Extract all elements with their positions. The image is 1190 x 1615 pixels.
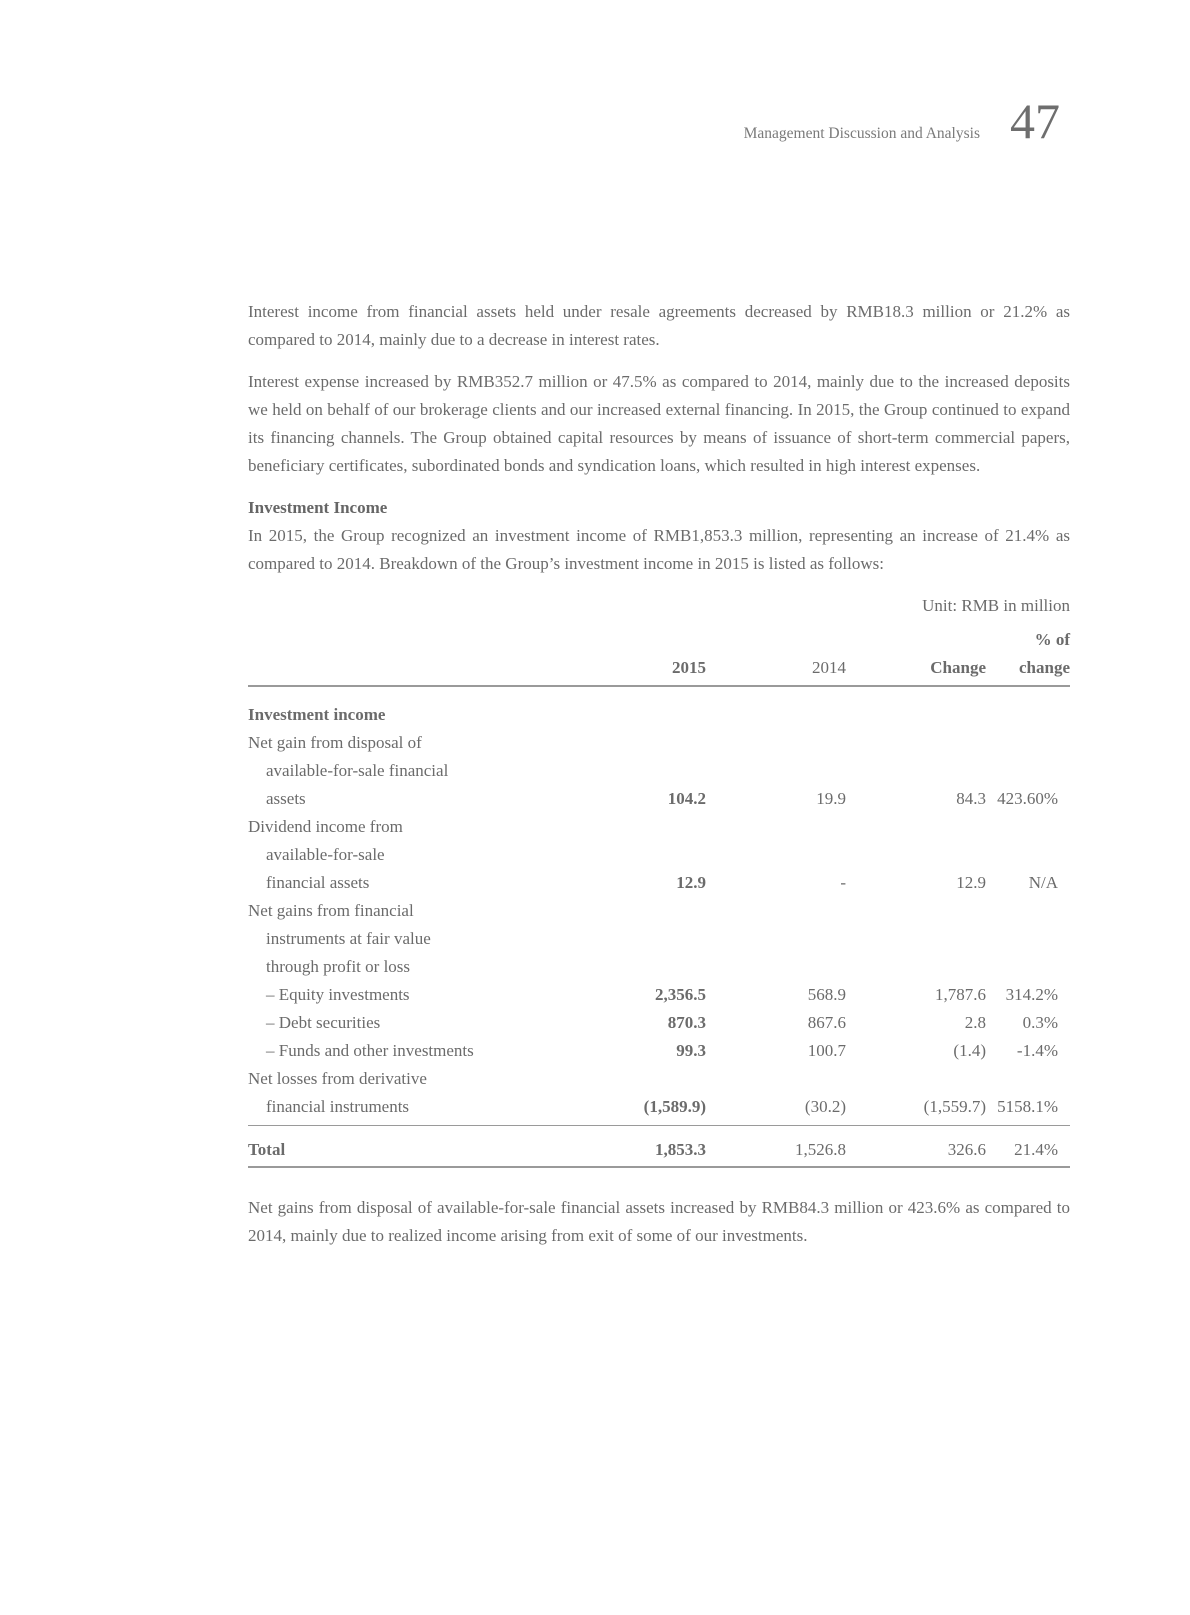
paragraph-interest-expense: Interest expense increased by RMB352.7 million or 47.5% as compared to 2014, mainly due to the increased deposits we held on behalf of our brokerage clients and our increased external financing. In 2015, the Group continued to expand its financing channels. The Group obtained capital resources by means of issuance of short-term commercial papers, beneficiary certificates, subordinated bonds and syndication loans, which resulted in high interest expenses. [248, 372, 1070, 475]
cell-pct: 423.60% [997, 789, 1058, 808]
cell-pct: 5158.1% [997, 1097, 1058, 1116]
table-header-row [248, 626, 1070, 686]
table-row [248, 953, 1070, 981]
cell-2014: 19.9 [816, 789, 846, 808]
cell-2014: 867.6 [807, 1013, 846, 1032]
paragraph-net-gains-disposal: Net gains from disposal of available-for-sale financial assets increased by RMB84.3 million or 423.6% as compared to 2014, mainly due to realized income arising from exit of some of our investments. [248, 1198, 1070, 1245]
unit-label: Unit: RMB in million [922, 596, 1070, 615]
cell-2015: 2,356.5 [655, 985, 706, 1004]
table-row [248, 1065, 1070, 1093]
cell-2014: 568.9 [807, 985, 846, 1004]
row-label: assets [266, 789, 306, 808]
row-label: Dividend income from [248, 817, 403, 836]
cell-change: 84.3 [956, 789, 986, 808]
total-change: 326.6 [846, 1126, 986, 1168]
header-change: Change [846, 626, 986, 686]
total-2015: 1,853.3 [573, 1126, 706, 1168]
table-row [248, 981, 1070, 1009]
group-label: Investment income [248, 705, 386, 724]
paragraph-investment-income: In 2015, the Group recognized an investment income of RMB1,853.3 million, representing an increase of 21.4% as compared to 2014. Breakdown of the Group’s investment income in 2015 is listed as follows: [248, 526, 1070, 573]
cell-2015: 104.2 [667, 789, 706, 808]
row-label: Net gains from financial [248, 901, 414, 920]
cell-2015: (1,589.9) [643, 1097, 706, 1116]
row-label: Net gain from disposal of [248, 733, 422, 752]
table-row [248, 841, 1070, 869]
paragraph-interest-income: Interest income from financial assets held under resale agreements decreased by RMB18.3 million or 21.2% as compared to 2014, mainly due to a decrease in interest rates. [248, 302, 1070, 349]
table-row [248, 925, 1070, 953]
cell-change: 2.8 [964, 1013, 986, 1032]
cell-change: (1,559.7) [923, 1097, 986, 1116]
table-row [248, 686, 1070, 729]
row-label: through profit or loss [266, 957, 411, 976]
header-pct-change: % of change [986, 626, 1070, 686]
row-label: instruments at fair value [266, 929, 431, 948]
header-title: Management Discussion and Analysis [743, 125, 980, 142]
table-row [248, 757, 1070, 785]
table-row [248, 897, 1070, 925]
table-row [248, 1093, 1070, 1126]
row-label: – Funds and other investments [266, 1041, 474, 1060]
total-pct: 21.4% [986, 1126, 1070, 1168]
table-row [248, 729, 1070, 757]
page-number: 47 [1010, 93, 1060, 149]
cell-2015: 99.3 [676, 1041, 706, 1060]
cell-2014: 100.7 [807, 1041, 846, 1060]
row-label: available-for-sale financial [266, 761, 449, 780]
table-row [248, 785, 1070, 813]
row-label: – Equity investments [266, 985, 410, 1004]
row-label: – Debt securities [266, 1013, 381, 1032]
header-2015: 2015 [573, 626, 706, 686]
table-row [248, 813, 1070, 841]
main-content [248, 298, 1070, 1264]
cell-change: 1,787.6 [935, 985, 986, 1004]
total-row [248, 1126, 1070, 1168]
cell-pct: 314.2% [1005, 985, 1058, 1004]
page-header [743, 93, 1060, 149]
cell-pct: N/A [1028, 873, 1058, 892]
cell-2014: (30.2) [804, 1097, 846, 1116]
cell-2015: 12.9 [676, 873, 706, 892]
row-label: Net losses from derivative [248, 1069, 427, 1088]
table-row [248, 1009, 1070, 1037]
cell-pct: -1.4% [1016, 1041, 1058, 1060]
row-label: available-for-sale [266, 845, 385, 864]
section-title-investment-income: Investment Income [248, 498, 388, 517]
row-label: financial instruments [266, 1097, 410, 1116]
cell-pct: 0.3% [1022, 1013, 1058, 1032]
total-label: Total [248, 1126, 573, 1168]
cell-2014: - [840, 873, 846, 892]
header-2014: 2014 [706, 626, 846, 686]
cell-change: 12.9 [956, 873, 986, 892]
cell-2015: 870.3 [667, 1013, 706, 1032]
cell-change: (1.4) [953, 1041, 986, 1060]
row-label: financial assets [266, 873, 370, 892]
header-blank [248, 626, 573, 686]
table-row [248, 1037, 1070, 1065]
table-row [248, 869, 1070, 897]
investment-income-table [248, 626, 1070, 1168]
total-2014: 1,526.8 [706, 1126, 846, 1168]
